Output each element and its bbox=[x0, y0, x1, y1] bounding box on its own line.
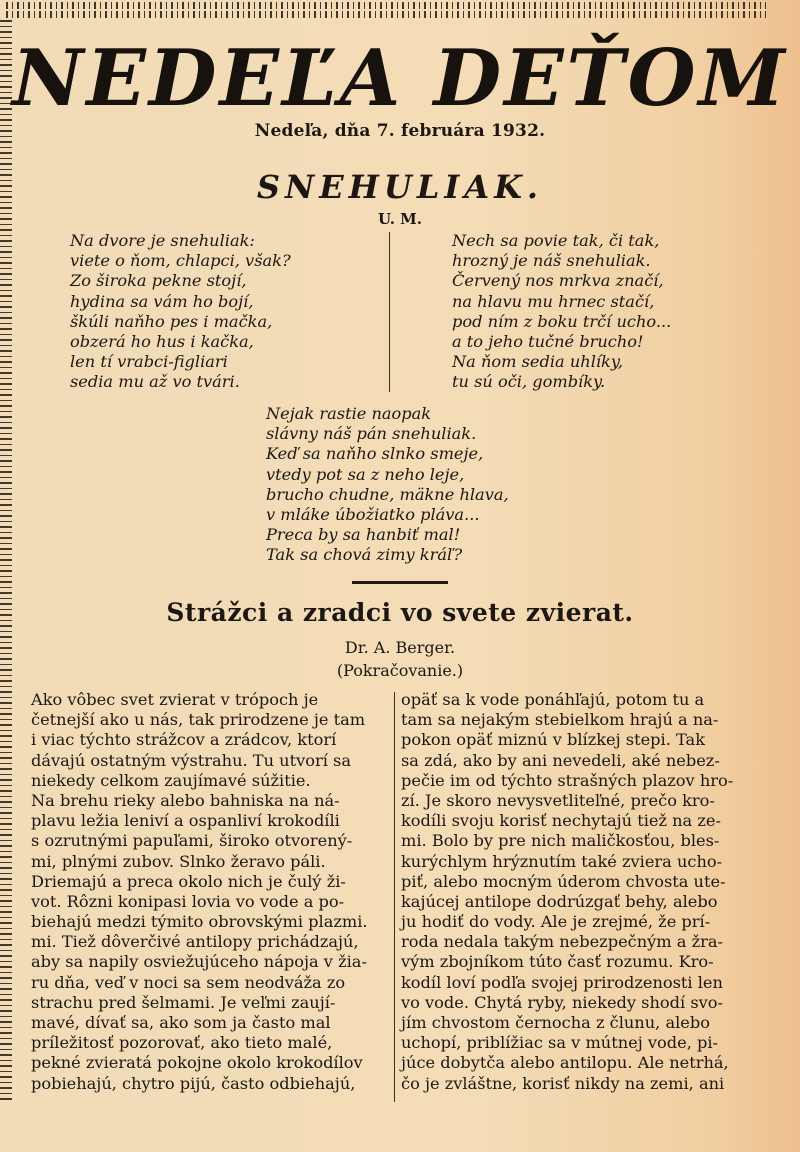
poem-column-divider bbox=[389, 232, 390, 392]
masthead-title: NEDEĽA DEŤOM bbox=[12, 33, 788, 124]
article-line: vým zbojníkom túto časť rozumu. Kro- bbox=[401, 952, 714, 972]
article-line: pekné zvieratá pokojne okolo krokodílov bbox=[31, 1053, 363, 1073]
article-line: tam sa nejakým stebielkom hrajú a na- bbox=[401, 710, 719, 730]
article-line: roda nedala takým nebezpečným a žra- bbox=[401, 932, 723, 952]
article-line: strachu pred šelmami. Je veľmi zaují- bbox=[31, 992, 336, 1012]
article-line: niekedy celkom zaujímavé súžitie. bbox=[31, 770, 311, 790]
article-column-left bbox=[31, 690, 368, 1094]
article-line: opäť sa k vode ponáhľajú, potom tu a bbox=[401, 690, 705, 709]
poem-line: hrozný je náš snehuliak. bbox=[452, 251, 651, 271]
article-title: Strážci a zradci vo svete zvierat. bbox=[166, 598, 634, 627]
article-line: plavu ležia leniví a ospanliví krokodíli bbox=[31, 811, 340, 831]
poem-line: slávny náš pán snehuliak. bbox=[266, 424, 477, 444]
poem-line: brucho chudne, mäkne hlava, bbox=[266, 484, 509, 504]
poem-line: sedia mu až vo tvári. bbox=[70, 372, 240, 392]
article-line: Ako vôbec svet zvierat v trópoch je bbox=[31, 690, 319, 709]
article-line: mavé, dívať sa, ako som ja často mal bbox=[31, 1013, 331, 1032]
poem-line: tu sú oči, gombíky. bbox=[452, 372, 606, 392]
poem-line: Nech sa povie tak, či tak, bbox=[452, 231, 660, 250]
article-line: kodíl loví podľa svojej prirodzenosti len bbox=[401, 972, 723, 992]
greek-key-border-top bbox=[6, 2, 766, 18]
article-line: aby sa napily osviežujúceho nápoja v žia- bbox=[31, 952, 367, 972]
poem-line: Zo široka pekne stojí, bbox=[70, 271, 247, 291]
poem-line: a to jeho tučné brucho! bbox=[452, 331, 644, 351]
article-line: čo je zvláštne, korisť nikdy na zemi, ani bbox=[401, 1073, 725, 1093]
article-line: Driemajú a preca okolo nich je čulý ži- bbox=[31, 871, 346, 891]
poem-line: na hlavu mu hrnec stačí, bbox=[452, 291, 655, 311]
article-line: pokon opäť miznú v blízkej stepi. Tak bbox=[401, 730, 706, 750]
article-line: Na brehu rieky alebo bahniska na ná- bbox=[31, 790, 340, 810]
article-column-right bbox=[401, 690, 733, 1094]
poem-stanza-right bbox=[452, 231, 671, 393]
article-line: piť, alebo mocným úderom chvosta ute- bbox=[401, 871, 726, 891]
poem-line: v mláke úbožiatko pláva... bbox=[266, 504, 480, 524]
article-line: kurýchlym hrýznutím také zviera ucho- bbox=[401, 851, 723, 871]
poem-stanza-center bbox=[266, 404, 509, 566]
poem-line: Preca by sa hanbiť mal! bbox=[266, 525, 461, 545]
poem-line: Červený nos mrkva značí, bbox=[452, 271, 664, 291]
article-line: pečie im od týchto strašných plazov hro- bbox=[401, 770, 734, 790]
poem-line: Nejak rastie naopak bbox=[266, 404, 432, 423]
poem-line: Keď sa naňho slnko smeje, bbox=[266, 444, 484, 464]
article-line: júce dobytča alebo antilopu. Ale netrhá, bbox=[401, 1053, 729, 1073]
article-line: dávajú ostatným výstrahu. Tu utvorí sa bbox=[31, 750, 352, 770]
article-line: kodíli svoju korisť nechytajú tiež na ze- bbox=[401, 811, 721, 831]
article-line: četnejší ako u nás, tak prirodzene je tam bbox=[31, 710, 366, 730]
poem-stanza-left bbox=[70, 231, 291, 393]
article-column-divider bbox=[394, 692, 395, 1102]
poem-line: Tak sa chová zimy kráľ? bbox=[266, 545, 463, 565]
article-line: kajúcej antilope dodrúzgať behy, alebo bbox=[401, 891, 718, 911]
dateline: Nedeľa, dňa 7. februára 1932. bbox=[254, 121, 546, 141]
article-line: ju hodiť do vody. Ale je zrejmé, že prí- bbox=[401, 912, 711, 932]
article-line: ru dňa, veď v noci sa sem neodváža zo bbox=[31, 972, 346, 992]
poem-line: škúli naňho pes i mačka, bbox=[70, 311, 273, 331]
article-line: s ozrutnými papuľami, široko otvorený- bbox=[31, 831, 353, 851]
poem-line: pod ním z boku trčí ucho... bbox=[452, 311, 672, 331]
poem-line: len tí vrabci-figliari bbox=[70, 352, 228, 372]
poem-line: Na dvore je snehuliak: bbox=[70, 231, 255, 250]
poem-line: vtedy pot sa z neho leje, bbox=[266, 464, 465, 484]
poem-line: hydina sa vám ho bojí, bbox=[70, 291, 254, 311]
article-author: Dr. A. Berger. bbox=[344, 638, 456, 657]
article-line: biehajú medzi týmito obrovskými plazmi. bbox=[31, 912, 368, 932]
poem-line: viete o ňom, chlapci, však? bbox=[70, 251, 291, 271]
article-line: mi, plnými zubov. Slnko žeravo páli. bbox=[31, 851, 326, 871]
article-line: príležitosť pozorovať, ako tieto malé, bbox=[31, 1033, 333, 1053]
article-line: mi. Tiež dôverčivé antilopy prichádzajú, bbox=[31, 932, 359, 952]
article-line: pobiehajú, chytro pijú, často odbiehajú, bbox=[31, 1073, 356, 1093]
article-continuation-note: (Pokračovanie.) bbox=[336, 661, 464, 680]
article-line: mi. Bolo by pre nich maličkosťou, bles- bbox=[401, 831, 720, 851]
article-line: vo vode. Chytá ryby, niekedy shodí svo- bbox=[401, 992, 724, 1012]
poem-line: obzerá ho hus i kačka, bbox=[70, 331, 254, 351]
article-line: jím chvostom černocha z člunu, alebo bbox=[401, 1013, 710, 1032]
poem-author: U. M. bbox=[378, 210, 422, 228]
poem-title: SNEHULIAK. bbox=[256, 168, 544, 206]
article-line: i viac týchto strážcov a zrádcov, ktorí bbox=[31, 730, 337, 750]
article-line: uchopí, priblížiac sa v mútnej vode, pi- bbox=[401, 1033, 719, 1053]
article-line: zí. Je skoro nevysvetliteľné, prečo kro- bbox=[401, 790, 715, 810]
article-line: vot. Rôzni konipasi lovia vo vode a po- bbox=[31, 891, 345, 911]
poem-line: Na ňom sedia uhlíky, bbox=[452, 352, 624, 372]
section-divider-rule bbox=[352, 581, 448, 584]
article-line: sa zdá, ako by ani nevedeli, aké nebez- bbox=[401, 750, 720, 770]
